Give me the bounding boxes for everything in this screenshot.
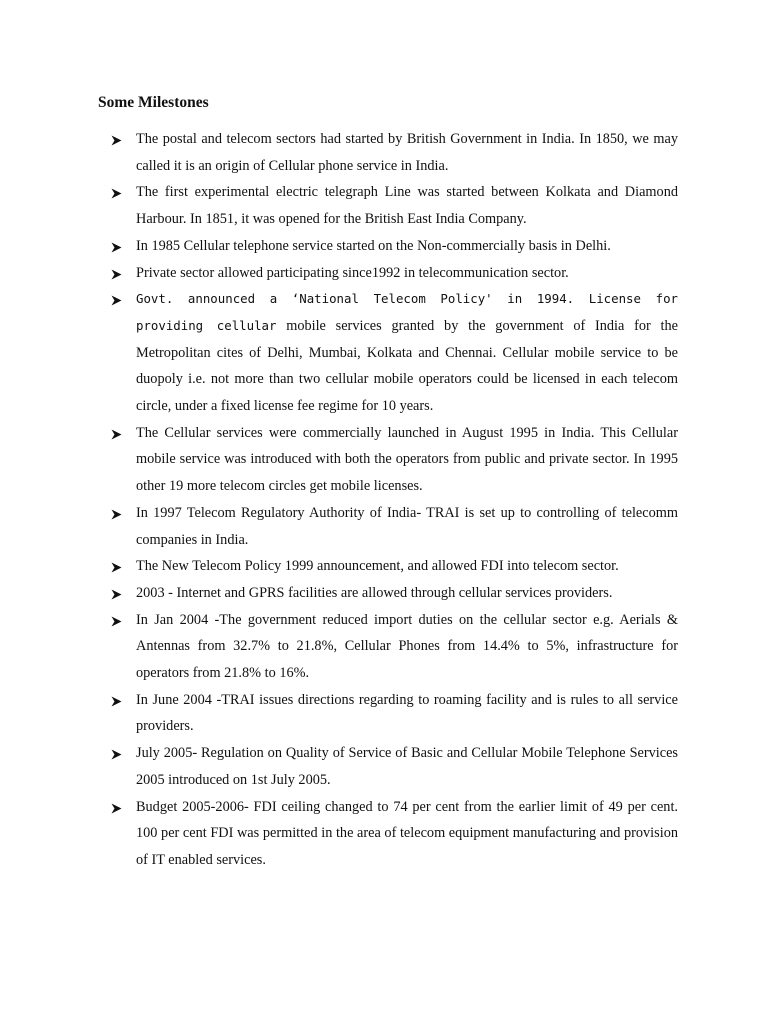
milestone-text: The postal and telecom sectors had started by British Government in India. In 1850, we may called it is an origin of Cellular phone service in India. [136,131,678,174]
arrowhead-bullet-icon [111,749,122,760]
arrowhead-bullet-icon [111,509,122,520]
milestone-item [111,553,678,580]
milestone-item [111,794,678,874]
milestone-text: The Cellular services were commercially launched in August 1995 in India. This Cellular mobile service was introduced with both the operators from public and private sector. In 1995 other 19 more telecom circles get mobile licenses. [136,424,678,495]
milestone-text: Private sector allowed participating since1992 in telecommunication sector. [136,264,569,281]
arrowhead-bullet-icon [111,616,122,627]
milestone-text: In 1985 Cellular telephone service started on the Non-commercially basis in Delhi. [136,237,611,254]
arrowhead-bullet-icon [111,589,122,600]
milestone-item [111,580,678,607]
milestone-list [111,126,678,874]
milestone-item [111,607,678,687]
milestone-text-rest: mobile services granted by the government of India for the Metropolitan cites of Delhi, Mumbai, Kolkata and Chennai. Cellular mobile service to be duopoly i.e. not more than two cellular mobile operators could be licensed in each telecom circle, under a fixed license fee regime for 10 years. [136,317,678,415]
arrowhead-bullet-icon [111,803,122,814]
milestone-item [111,126,678,179]
milestone-item [111,740,678,793]
milestone-item [111,500,678,553]
milestone-text-lead: Govt. announced a ‘National Telecom Policy' in 1994. License for providing cellular [136,291,678,333]
section-heading: Some Milestones [98,94,209,111]
milestone-item [111,420,678,500]
milestone-text: The New Telecom Policy 1999 announcement, and allowed FDI into telecom sector. [136,558,619,575]
arrowhead-bullet-icon [111,429,122,440]
milestone-item [111,233,678,260]
arrowhead-bullet-icon [111,269,122,280]
milestone-text: 2003 - Internet and GPRS facilities are allowed through cellular services providers. [136,584,613,601]
arrowhead-bullet-icon [111,188,122,199]
milestone-text: July 2005- Regulation on Quality of Service of Basic and Cellular Mobile Telephone Services 2005 introduced on 1st July 2005. [136,745,678,788]
milestone-text: In Jan 2004 -The government reduced import duties on the cellular sector e.g. Aerials & Antennas from 32.7% to 21.8%, Cellular Phones from 14.4% to 5%, infrastructure for operators from 21.8% to 16%. [136,611,678,682]
arrowhead-bullet-icon [111,562,122,573]
arrowhead-bullet-icon [111,135,122,146]
milestone-text: Budget 2005-2006- FDI ceiling changed to 74 per cent from the earlier limit of 49 per cent. 100 per cent FDI was permitted in the area of telecom equipment manufacturing and provision of IT enabled services. [136,798,678,868]
milestone-item [111,260,678,287]
milestone-item [111,687,678,740]
arrowhead-bullet-icon [111,242,122,253]
milestone-text: In 1997 Telecom Regulatory Authority of India- TRAI is set up to controlling of telecomm companies in India. [136,504,678,548]
arrowhead-bullet-icon [111,696,122,707]
milestone-text: The first experimental electric telegraph Line was started between Kolkata and Diamond Harbour. In 1851, it was opened for the British East India Company. [136,184,678,228]
milestone-item [111,179,678,232]
arrowhead-bullet-icon [111,295,122,306]
milestone-item [111,286,678,420]
milestone-text: In June 2004 -TRAI issues directions regarding to roaming facility and is rules to all service providers. [136,691,678,735]
